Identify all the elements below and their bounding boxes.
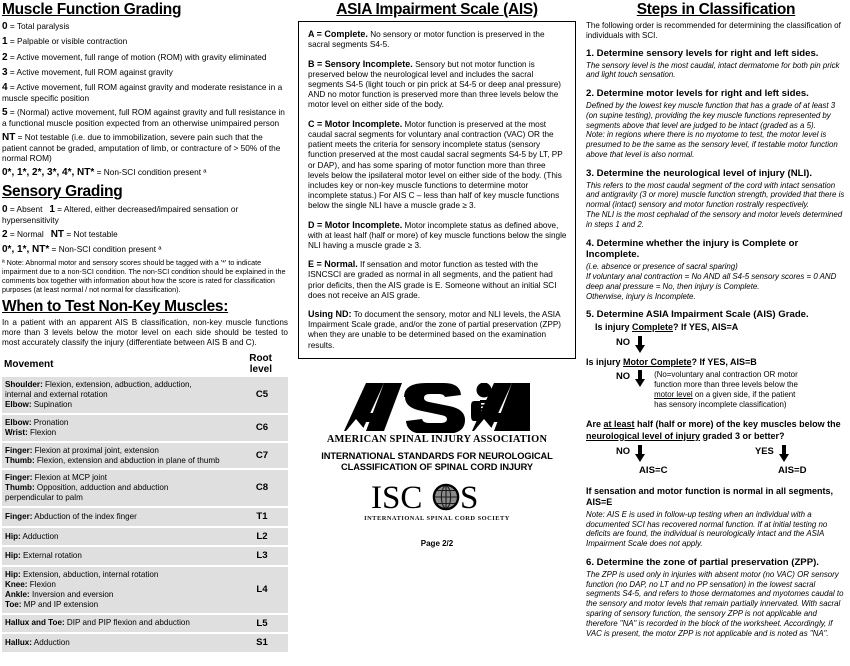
movement-line: internal and external rotation xyxy=(5,390,108,400)
step-body: This refers to the most caudal segment of the cord with intact sensation and antigravity (3 or more) muscle function strength, provided that there is normal (intact) sensory and motor function rostrally respectively. xyxy=(586,180,845,210)
root-level-cell: S1 xyxy=(235,633,288,653)
branch-no xyxy=(586,445,707,476)
step-title: 3. Determine the neurological level of injury (NLI). xyxy=(586,168,813,180)
ais-definitions-box xyxy=(298,21,576,358)
step-title: 2. Determine motor levels for right and left sides. xyxy=(586,88,809,100)
standards-line-2: CLASSIFICATION OF SPINAL CORD INJURY xyxy=(341,462,533,473)
iscos-logo-icon xyxy=(371,481,503,515)
root-level-cell: L2 xyxy=(235,527,288,547)
ais-grade-description: Motor incomplete status as defined above, with at least half (half or more) of key muscle functions below the single NLI having a muscle grade ≥ 3. xyxy=(308,220,567,250)
asia-logo xyxy=(298,383,576,433)
svg-text:ISC: ISC xyxy=(371,480,423,515)
movement-cell xyxy=(2,414,235,442)
ais-definition-item xyxy=(308,59,567,111)
muscle-grade-item xyxy=(2,21,288,33)
table-row xyxy=(2,566,288,613)
branch-row xyxy=(586,445,846,476)
down-arrow-icon-1 xyxy=(635,336,646,353)
ais-grade-label: E = Normal. xyxy=(308,259,358,270)
muscle-grade-key: NT xyxy=(2,132,16,144)
muscle-grade-text: = Active movement, full ROM against gravity and moderate resistance in a muscle specific position xyxy=(2,82,283,104)
sensory-grade-item xyxy=(2,244,288,256)
muscle-grade-item xyxy=(2,107,288,129)
question-complete-pre: Is injury xyxy=(595,321,633,332)
down-arrow-icon-no xyxy=(635,445,646,462)
question-complete xyxy=(595,322,846,334)
muscle-grading-list xyxy=(2,21,288,179)
no-label-1: NO xyxy=(616,335,631,347)
movement-line: Thumb: Flexion, extension and abduction in plane of thumb xyxy=(5,455,220,465)
movement-line: Shoulder: Flexion, extension, adbuction, adduction, xyxy=(5,380,192,390)
branch-yes-result: AIS=D xyxy=(778,465,807,477)
muscle-grade-item xyxy=(2,167,288,179)
sensory-grade-text-2: = Not testable xyxy=(64,228,118,239)
asia-logo-subtitle: AMERICAN SPINAL INJURY ASSOCIATION xyxy=(326,433,548,445)
movement-line: Thumb: Opposition, adduction and abduction xyxy=(5,483,169,493)
step-body: The NLI is the most cephalad of the sensory and motor levels determined in steps 1 and 2. xyxy=(586,210,843,230)
branch-yes xyxy=(707,445,846,476)
table-row xyxy=(2,377,288,414)
column-steps-in-classification xyxy=(582,0,850,666)
ais-definition-item xyxy=(308,259,567,301)
down-arrow-icon-2 xyxy=(635,370,646,387)
table-header-row xyxy=(2,353,288,377)
svg-text:S: S xyxy=(460,480,479,515)
table-row xyxy=(2,469,288,507)
down-arrow-icon-yes xyxy=(779,445,790,462)
root-level-cell: T1 xyxy=(235,507,288,527)
movement-line: Hip: Extension, abduction, internal rotation xyxy=(5,570,159,580)
question-half-key-muscles xyxy=(586,419,846,442)
muscle-grade-item xyxy=(2,67,288,79)
column-ais xyxy=(292,0,582,666)
paren-keyword: motor level xyxy=(654,390,693,400)
q3-keyword-2: neurological level of injury xyxy=(586,430,701,441)
question-complete-post: ? If YES, AIS=A xyxy=(673,321,739,332)
muscle-grade-key: 2 xyxy=(2,51,8,63)
muscle-function-grading-heading: Muscle Function Grading xyxy=(2,1,182,18)
question-motor-post: ? If YES, AIS=B xyxy=(691,356,757,367)
ais-grade-description: No sensory or motor function is preserved in the sacral segments S4-5. xyxy=(308,30,545,50)
no-label-2: NO xyxy=(616,370,631,382)
q3-post: graded 3 or better? xyxy=(700,430,785,441)
movement-line: Elbow: Pronation xyxy=(5,417,69,427)
ais-definition-item xyxy=(308,29,567,50)
movement-line: Wrist: Flexion xyxy=(5,427,57,437)
root-level-cell: L4 xyxy=(235,566,288,613)
muscle-grade-key: 0*, 1*, 2*, 3*, 4*, NT* xyxy=(2,167,95,179)
question-complete-keyword: Complete xyxy=(632,321,674,332)
steps-intro: The following order is recommended for determining the classification of individuals with SCI. xyxy=(586,21,841,41)
muscle-grade-text: = Palpable or visible contraction xyxy=(7,36,128,47)
table-row xyxy=(2,507,288,527)
sensory-grade-text: = Normal xyxy=(7,228,44,239)
non-key-muscles-heading: When to Test Non-Key Muscles: xyxy=(2,297,229,315)
muscle-grade-text: = Non-SCI condition present ª xyxy=(94,167,207,178)
branch-yes-label-row xyxy=(755,445,846,462)
sensory-grading-list xyxy=(2,204,288,256)
movement-cell xyxy=(2,442,235,470)
page-number: Page 2/2 xyxy=(420,538,454,548)
movement-cell xyxy=(2,566,235,613)
muscle-grade-item xyxy=(2,132,288,164)
sensory-grade-item xyxy=(2,204,288,226)
movement-line: Finger: Abduction of the index finger xyxy=(5,511,137,521)
sensory-grade-key-2: 1 xyxy=(49,203,55,215)
muscle-grade-key: 3 xyxy=(2,66,8,78)
branch-no-label: NO xyxy=(616,445,631,457)
ais-grade-label: A = Complete. xyxy=(308,29,368,40)
movement-line: Toe: MP and IP extension xyxy=(5,599,99,609)
step-body: Defined by the lowest key muscle function that has a grade of at least 3 (on supine testing), providing the key muscle functions represented by segments above that level are judged to be intact (graded as a 5). xyxy=(586,100,836,130)
movement-cell xyxy=(2,633,235,653)
muscle-grade-text: = Not testable (i.e. due to immobilization, severe pain such that the patient cannot be graded, amputation of limb, or contracture of > 50% of the normal ROM) xyxy=(2,132,281,164)
movement-cell xyxy=(2,507,235,527)
q3-pre: Are xyxy=(586,418,604,429)
root-level-cell: L3 xyxy=(235,546,288,566)
paren-post: on a given side, if the patient has sensory incomplete classification) xyxy=(654,390,796,409)
non-key-muscle-table xyxy=(2,353,288,654)
sensory-grading-heading: Sensory Grading xyxy=(2,183,123,201)
movement-line: Hallux and Toe: DIP and PIP flexion and abduction xyxy=(5,618,190,628)
sensory-grade-key: 2 xyxy=(2,228,8,240)
movement-line: Hallux: Adduction xyxy=(5,638,70,648)
answer-no-2 xyxy=(616,370,846,410)
step-body: Otherwise, injury is Incomplete. xyxy=(586,291,696,301)
motor-complete-parenthetical xyxy=(654,370,806,410)
step-body: (i.e. absence or presence of sacral sparing) xyxy=(586,261,738,271)
q3-mid: half (half or more) of the key muscles below the xyxy=(634,418,841,429)
sensory-grade-text: = Absent xyxy=(7,203,43,214)
ais-grade-label: C = Motor Incomplete. xyxy=(308,118,403,129)
ais-definition-item xyxy=(308,220,567,252)
ais-definition-item xyxy=(308,309,567,351)
ais-grade-description: Sensory but not motor function is preserved below the neurological level and includes the sacral segments S4-5 (light touch or pin prick at S4-5 or deep anal pressure) AND no motor function is preserved more than three levels below the motor level on either side of the body. xyxy=(308,59,562,110)
logo-block xyxy=(298,383,576,548)
table-row xyxy=(2,614,288,634)
step-body: Note: in regions where there is no myotome to test, the motor level is presumed to be the same as the sensory level, if testable motor function above that level is also normal. xyxy=(586,130,838,160)
step-body: If voluntary anal contraction = No AND all S4-5 sensory scores = 0 AND deep anal pressure = No, then injury is Complete. xyxy=(586,271,837,291)
branch-yes-label: YES xyxy=(755,445,774,457)
movement-cell xyxy=(2,614,235,634)
iscos-logo-subtitle: INTERNATIONAL SPINAL CORD SOCIETY xyxy=(364,514,510,522)
q3-keyword-1: at least xyxy=(603,418,635,429)
answer-no-1 xyxy=(616,336,846,353)
step-6-title: 6. Determine the zone of partial preservation (ZPP). xyxy=(586,557,819,569)
step-5-title: 5. Determine ASIA Impairment Scale (AIS) Grade. xyxy=(586,309,809,321)
movement-line: Elbow: Supination xyxy=(5,400,73,410)
grading-footnote: ª Note: Abnormal motor and sensory scores should be tagged with a '*' to indicate impairment due to a non-SCI condition. The non-SCI condition should be explained in the comments box together with information about how the score is rated for classification purposes (at least normal / not normal for classification). xyxy=(2,258,286,294)
sensory-grade-text: = Non-SCI condition present ª xyxy=(49,243,162,254)
question-motor-pre: Is injury xyxy=(586,356,624,367)
iscos-logo xyxy=(298,481,576,515)
table-row xyxy=(2,414,288,442)
muscle-grade-item xyxy=(2,36,288,48)
sensory-grade-key-2: NT xyxy=(50,228,65,240)
movement-line: Finger: Flexion at MCP joint xyxy=(5,473,107,483)
ais-grade-description: To document the sensory, motor and NLI levels, the ASIA Impairment Scale grade, and/or the zone of partial preservation (ZPP) when they are unable to be determined based on the examination results. xyxy=(308,309,562,350)
sensory-grade-key: 0*, 1*, NT* xyxy=(2,243,50,255)
steps-list xyxy=(586,48,846,301)
ais-e-note: Note: AIS E is used in follow-up testing when an individual with a documented SCI has recovered normal function. If at initial testing no deficits are found, the individual is neurologically intact and the ASIA Impairment Scale does not apply. xyxy=(586,509,828,549)
muscle-grade-key: 5 xyxy=(2,107,8,119)
steps-heading: Steps in Classification xyxy=(636,1,796,18)
table-row xyxy=(2,527,288,547)
movement-cell xyxy=(2,377,235,414)
table-row xyxy=(2,546,288,566)
ais-definition-item xyxy=(308,119,567,212)
standards-line-1: INTERNATIONAL STANDARDS FOR NEUROLOGICAL xyxy=(321,450,553,461)
movement-cell xyxy=(2,469,235,507)
ais-grade-label: B = Sensory Incomplete. xyxy=(308,58,413,69)
sensory-grade-text-2: = Altered, either decreased/impaired sensation or hypersensitivity xyxy=(2,203,239,225)
movement-line: Ankle: Inversion and eversion xyxy=(5,589,114,599)
step-title: 1. Determine sensory levels for right and left sides. xyxy=(586,48,819,60)
root-level-cell: L5 xyxy=(235,614,288,634)
root-level-cell: C8 xyxy=(235,469,288,507)
ais-grade-label: D = Motor Incomplete. xyxy=(308,219,403,230)
muscle-grade-key: 4 xyxy=(2,82,8,94)
column-header-movement: Movement xyxy=(2,353,235,377)
movement-line: perpendicular to palm xyxy=(5,493,83,503)
branch-no-result: AIS=C xyxy=(639,465,668,477)
muscle-grade-item xyxy=(2,82,288,104)
asia-logo-icon xyxy=(344,383,530,433)
muscle-grade-key: 1 xyxy=(2,36,8,48)
step-6-body: The ZPP is used only in injuries with absent motor (no VAC) OR sensory function (no DAP, no LT and no PP sensation) in the lowest sacral segments S4-5, and refers to those dermatomes and myotomes caudal to the sensory and motor levels that remain partially innervated. With sacral sparing of sensory function, the sensory ZPP is not applicable and therefore "NA" is recorded in the block of the worksheet. Accordingly, if VAC is present, the motor ZPP is not applicable and is noted as "NA". xyxy=(586,569,844,638)
movement-line: Knee: Flexion xyxy=(5,579,56,589)
column-muscle-sensory-grading xyxy=(0,0,292,666)
root-level-cell: C7 xyxy=(235,442,288,470)
table-row xyxy=(2,633,288,653)
branch-no-label-row xyxy=(616,445,707,462)
muscle-grade-item xyxy=(2,52,288,64)
step-body: The sensory level is the most caudal, intact dermatome for both pin prick and light touch sensation. xyxy=(586,60,840,80)
sensory-grade-item xyxy=(2,229,288,241)
step-title: 4. Determine whether the injury is Complete or Incomplete. xyxy=(586,237,799,261)
root-level-cell: C6 xyxy=(235,414,288,442)
ais-grade-description: If sensation and motor function as tested with the ISNCSCI are graded as normal in all segments, and the patient had prior deficits, then the AIS grade is E. Someone without an initial SCI does not receive an AIS grade. xyxy=(308,260,557,300)
movement-cell xyxy=(2,546,235,566)
muscle-grade-text: = (Normal) active movement, full ROM against gravity and full resistance in a functional muscle position expected from an otherwise unimpaired person xyxy=(2,107,285,129)
sensory-grade-key: 0 xyxy=(2,203,8,215)
muscle-grade-text: = Total paralysis xyxy=(7,21,70,32)
muscle-grade-text: = Active movement, full range of motion (ROM) with gravity eliminated xyxy=(7,51,267,62)
column-header-root-level: Root level xyxy=(235,353,288,377)
ais-grade-description: Motor function is preserved at the most caudal sacral segments for voluntary anal contraction (VAC) OR the patient meets the criteria for sensory incomplete status (sensory function preserved at the most caudal sacral segments S4-5 by LT, PP or DAP), and has some sparing of motor function more than three levels below the ipsilateral motor level on either side of the body. (This includes key or non-key muscle functions to determine motor incomplete status.) For AIS C – less than half of key muscle functions below the single NLI have a muscle grade ≥ 3. xyxy=(308,119,563,211)
movement-cell xyxy=(2,527,235,547)
paren-pre: (No=voluntary anal contraction OR motor function more than three levels below the xyxy=(654,370,798,390)
movement-line: Finger: Flexion at proximal joint, extension xyxy=(5,445,159,455)
question-motor-keyword: Motor Complete xyxy=(623,356,692,367)
root-level-cell: C5 xyxy=(235,377,288,414)
movement-line: Hip: External rotation xyxy=(5,551,82,561)
question-motor-complete xyxy=(586,357,846,369)
ais-heading: ASIA Impairment Scale (AIS) xyxy=(336,1,538,18)
ais-e-line: If sensation and motor function is normal in all segments, AIS=E xyxy=(586,486,834,508)
non-key-muscles-body: In a patient with an apparent AIS B classification, non-key muscle functions more than 3 levels below the motor level on each side should be tested to most accurately classify the injury (differentiate between AIS B and C). xyxy=(2,318,288,348)
table-row xyxy=(2,442,288,470)
muscle-grade-text: = Active movement, full ROM against gravity xyxy=(7,66,173,77)
muscle-grade-key: 0 xyxy=(2,21,8,33)
ais-grade-label: Using ND: xyxy=(308,308,352,319)
movement-line: Hip: Adduction xyxy=(5,531,59,541)
